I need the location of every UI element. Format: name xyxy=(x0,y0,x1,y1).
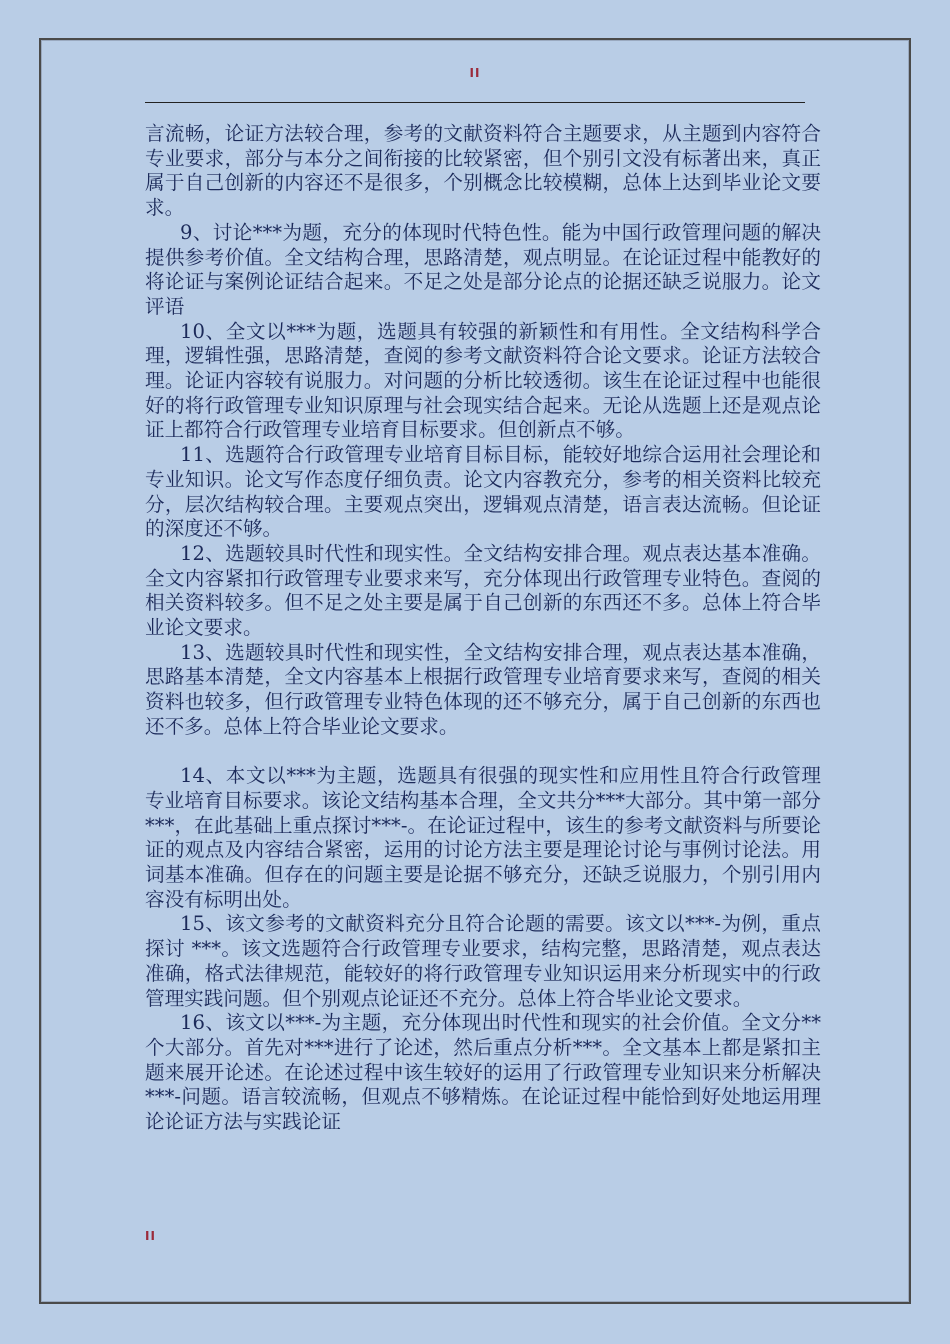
paragraph-item-13: 13、选题较具时代性和现实性，全文结构安排合理，观点表达基本准确，思路基本清楚，全文内容基本上根据行政管理专业培育要求来写，查阅的相关资料也较多，但行政管理专业特色体现的还不够充分，属于自己创新的东西也还不多。总体上符合毕业论文要求。 xyxy=(145,640,821,738)
paragraph-continuation: 言流畅，论证方法较合理，参考的文献资料符合主题要求，从主题到内容符合专业要求，部分与本分之间衔接的比较紧密，但个别引文没有标著出来，真正属于自己创新的内容还不是很多，个别概念比较模糊，总体上达到毕业论文要求。 xyxy=(145,122,821,220)
header-rule xyxy=(145,102,805,103)
paragraph-item-16: 16、该文以***-为主题，充分体现出时代性和现实的社会价值。全文分**个大部分。首先对***进行了论述，然后重点分析***。全文基本上都是紧扣主题来展开论述。在论述过程中该生较好的运用了行政管理专业知识来分析解决***-问题。语言较流畅，但观点不够精炼。在论证过程中能恰到好处地运用理论论证方法与实践论证 xyxy=(145,1011,821,1134)
document-body xyxy=(145,122,821,1135)
paragraph-item-11: 11、选题符合行政管理专业培育目标目标，能较好地综合运用社会理论和专业知识。论文写作态度仔细负责。论文内容教充分，参考的相关资料比较充分，层次结构较合理。主要观点突出，逻辑观点清楚，语言表达流畅。但论证的深度还不够。 xyxy=(145,443,821,541)
header-mark: II xyxy=(469,66,481,80)
paragraph-item-9: 9、讨论***为题，充分的体现时代特色性。能为中国行政管理问题的解决提供参考价值。全文结构合理，思路清楚，观点明显。在论证过程中能教好的将论证与案例论证结合起来。不足之处是部分论点的论据还缺乏说服力。论文评语 xyxy=(145,220,821,318)
paragraph-item-10: 10、全文以***为题，选题具有较强的新颖性和有用性。全文结构科学合理，逻辑性强，思路清楚，查阅的参考文献资料符合论文要求。论证方法较合理。论证内容较有说服力。对问题的分析比较透彻。该生在论证过程中也能很好的将行政管理专业知识原理与社会现实结合起来。无论从选题上还是观点论证上都符合行政管理专业培育目标要求。但创新点不够。 xyxy=(145,319,821,442)
paragraph-item-14: 14、本文以***为主题，选题具有很强的现实性和应用性且符合行政管理专业培育目标要求。该论文结构基本合理，全文共分***大部分。其中第一部分***，在此基础上重点探讨***-。在论证过程中，该生的参考文献资料与所要论证的观点及内容结合紧密，运用的讨论方法主要是理论讨论与事例讨论法。用词基本准确。但存在的问题主要是论据不够充分，还缺乏说服力，个别引用内容没有标明出处。 xyxy=(145,764,821,911)
blank-line xyxy=(145,740,821,765)
paragraph-item-12: 12、选题较具时代性和现实性。全文结构安排合理。观点表达基本准确。全文内容紧扣行政管理专业要求来写，充分体现出行政管理专业特色。查阅的相关资料较多。但不足之处主要是属于自己创新的东西还不多。总体上符合毕业论文要求。 xyxy=(145,541,821,640)
paragraph-item-15: 15、该文参考的文献资料充分且符合论题的需要。该文以***-为例，重点探讨 ***。该文选题符合行政管理专业要求，结构完整，思路清楚，观点表达准确，格式法律规范，能较好的将行政管理专业知识运用来分析现实中的行政管理实践问题。但个别观点论证还不充分。总体上符合毕业论文要求。 xyxy=(145,912,821,1010)
footer-mark: II xyxy=(145,1229,156,1243)
